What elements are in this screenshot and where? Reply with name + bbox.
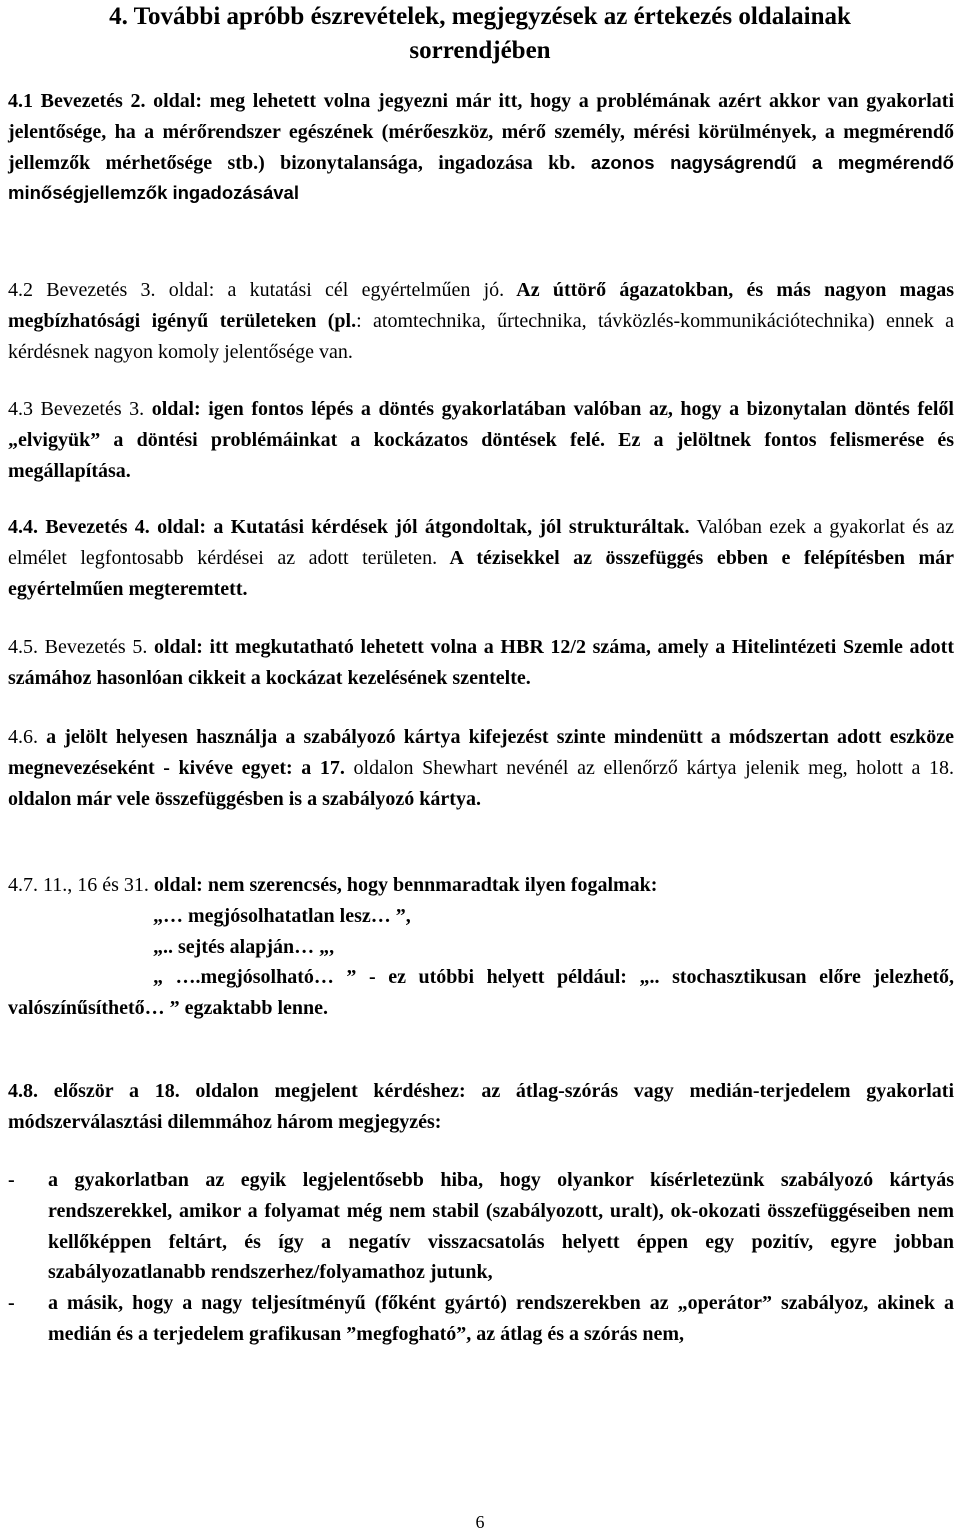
list-dash: - [8,1169,15,1191]
paragraph-text: oldal: a Kutatási kérdések jól átgondoltak, jól strukturáltak. [149,516,690,538]
paragraph-text: Valóban ezek a gyakorlat és az elmélet legfontosabb kérdései az adott területen. [8,516,955,569]
paragraph-number: 4.7. 11., 16 és 31. [8,874,149,896]
paragraph-text: oldal: meg lehetett volna jegyezni már itt, hogy a problémának azért akkor van gyakorlati jelentősége, ha a mérőrendszer egészének (mérőeszköz, mérő személy, mérési körülmények, a megmérendő jellemzők mérhetősége stb.) bizonytalansága, ingadozása kb. [8,90,954,174]
remarks-list [8,1165,954,1350]
paragraph-number: 4.1 Bevezetés 2. [8,90,146,112]
quote-line-2: „.. sejtés alapján… „, [153,935,335,958]
paragraph-4-8 [8,1076,954,1138]
paragraph-number: 4.8. először a 18. [8,1080,180,1102]
paragraph-text: oldal: itt megkutatható lehetett volna a HBR 12/2 száma, amely a Hitelintézeti Szemle adott számához hasonlóan cikkeit a kockázat kezelésének szentelte. [8,636,954,689]
paragraph-4-6 [8,722,954,814]
paragraph-text: oldalon már vele összefüggésben is a szabályozó kártya. [8,787,481,810]
paragraph-number: 4.5. Bevezetés 5. [8,636,148,658]
paragraph-text: azonos nagyságrendű a megmérendő minőségjellemzők ingadozásával [8,151,954,204]
paragraph-4-5 [8,632,954,694]
paragraph-text: oldal: a kutatási cél egyértelműen jó. [155,279,505,301]
paragraph-number: 4.6. [8,726,38,748]
list-item-text: a gyakorlatban az egyik legjelentősebb hiba, hogy olyankor kísérletezünk szabályozó kártyás rendszerekkel, amikor a folyamat még nem stabil (szabályozott, uralt), ok-okozati összefüggéseiben nem kellőképpen feltárt, és így a negatív visszacsatolás helyett éppen egy pozitív, egyre jobban szabályozatlanabb rendszerhez/folyamathoz jutunk, [48,1169,954,1284]
section-heading [0,0,960,68]
paragraph-number: 4.4. Bevezetés 4. [8,516,150,538]
paragraph-text: oldalon megjelent kérdéshez: az átlag-szórás vagy medián-terjedelem gyakorlati módszerválasztási dilemmához három megjegyzés: [8,1080,955,1133]
paragraph-4-3 [8,394,954,486]
paragraph-4-2 [8,275,954,367]
paragraph-4-7 [8,870,954,1024]
list-item-text: a másik, hogy a nagy teljesítményű (főként gyártó) rendszerekben az „operátor” szabályoz, akinek a medián és a terjedelem grafikusan ”megfogható”, az átlag és a szórás nem, [48,1292,954,1345]
paragraph-4-1 [8,86,954,209]
quote-line-3: „ ….megjósolható… ” - ez utóbbi helyett például: „.. stochasztikusan előre jelezhető, valószínűsíthető… ” egzaktabb lenne. [8,966,954,1020]
paragraph-number: 4.2 Bevezetés 3. [8,279,156,301]
list-item [8,1165,954,1288]
heading-line-2: sorrendjében [409,37,551,64]
paragraph-text: Az úttörő ágazatokban, és más nagyon magas megbízhatósági igényű területeken (pl. [8,279,954,332]
paragraph-text: A tézisekkel az összefüggés ebben e felépítésben már egyértelműen megteremtett. [8,546,954,600]
paragraph-text: oldal: igen fontos lépés a döntés gyakorlatában valóban az, hogy a bizonytalan döntés felől „elvigyük” a döntési problémáinkat a kockázatos döntések felé. Ez a jelöltnek fontos felismerése és megállapítása. [8,398,954,482]
paragraph-text: : atomtechnika, űrtechnika, távközlés-kommunikációtechnika) ennek a kérdésnek nagyon komoly jelentősége van. [8,309,954,363]
list-item [8,1288,954,1350]
paragraph-text: oldal: nem szerencsés, hogy bennmaradtak ilyen fogalmak: [148,874,658,896]
paragraph-text: oldalon Shewhart nevénél az ellenőrző kártya jelenik meg, holott a 18. [344,756,955,779]
quote-line-1: „… megjósolhatatlan lesz… ”, [153,904,411,927]
heading-line-1: 4. További apróbb észrevételek, megjegyzések az értekezés oldalainak [109,3,851,30]
paragraph-4-4 [8,512,954,604]
paragraph-text: a jelölt helyesen használja a szabályozó kártya kifejezést szinte mindenütt a módszertan adott eszköze megnevezéseként - kivéve egyet: a 17. [8,726,954,779]
paragraph-number: 4.3 Bevezetés 3. [8,398,145,420]
list-dash: - [8,1292,15,1315]
page-number: 6 [475,1512,485,1532]
